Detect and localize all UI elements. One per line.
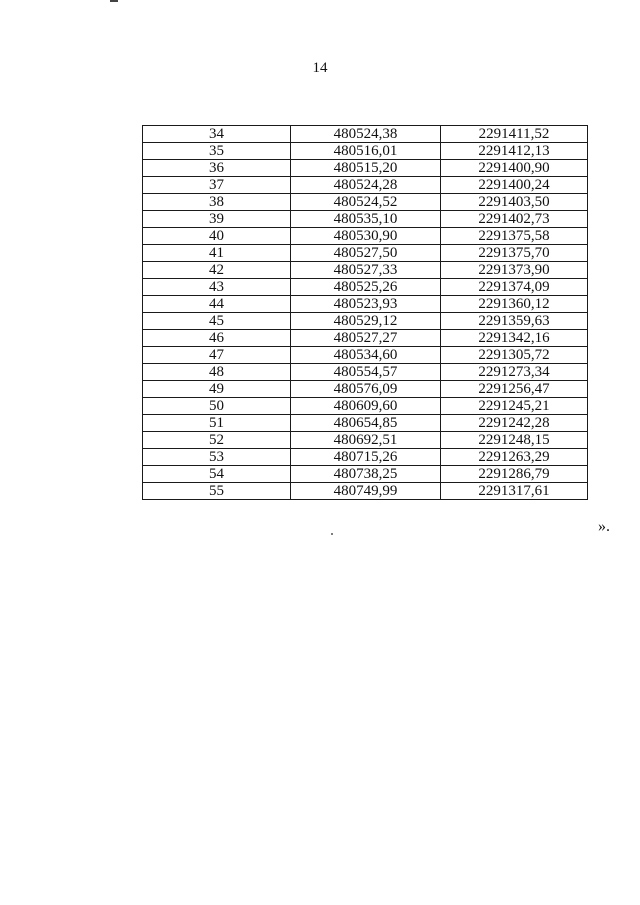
- point-number-cell: 37: [143, 177, 291, 194]
- point-number-cell: 46: [143, 330, 291, 347]
- x-coordinate-cell: 480524,52: [291, 194, 441, 211]
- table-row: [143, 245, 588, 262]
- y-coordinate-cell: 2291242,28: [441, 415, 588, 432]
- table-row: [143, 347, 588, 364]
- y-coordinate-cell: 2291245,21: [441, 398, 588, 415]
- x-coordinate-cell: 480738,25: [291, 466, 441, 483]
- y-coordinate-cell: 2291375,70: [441, 245, 588, 262]
- point-number-cell: 42: [143, 262, 291, 279]
- closing-quote: ».: [598, 518, 610, 535]
- y-coordinate-cell: 2291248,15: [441, 432, 588, 449]
- y-coordinate-cell: 2291375,58: [441, 228, 588, 245]
- point-number-cell: 39: [143, 211, 291, 228]
- x-coordinate-cell: 480516,01: [291, 143, 441, 160]
- table-row: [143, 381, 588, 398]
- point-number-cell: 38: [143, 194, 291, 211]
- y-coordinate-cell: 2291373,90: [441, 262, 588, 279]
- coordinates-table-body: [143, 126, 588, 500]
- y-coordinate-cell: 2291273,34: [441, 364, 588, 381]
- x-coordinate-cell: 480654,85: [291, 415, 441, 432]
- y-coordinate-cell: 2291400,90: [441, 160, 588, 177]
- table-row: [143, 466, 588, 483]
- point-number-cell: 41: [143, 245, 291, 262]
- table-row: [143, 432, 588, 449]
- table-row: [143, 160, 588, 177]
- point-number-cell: 36: [143, 160, 291, 177]
- x-coordinate-cell: 480530,90: [291, 228, 441, 245]
- table-row: [143, 279, 588, 296]
- x-coordinate-cell: 480609,60: [291, 398, 441, 415]
- x-coordinate-cell: 480515,20: [291, 160, 441, 177]
- x-coordinate-cell: 480529,12: [291, 313, 441, 330]
- table-row: [143, 228, 588, 245]
- table-row: [143, 313, 588, 330]
- point-number-cell: 55: [143, 483, 291, 500]
- table-row: [143, 330, 588, 347]
- x-coordinate-cell: 480576,09: [291, 381, 441, 398]
- table-row: [143, 415, 588, 432]
- y-coordinate-cell: 2291317,61: [441, 483, 588, 500]
- point-number-cell: 47: [143, 347, 291, 364]
- table-row: [143, 143, 588, 160]
- x-coordinate-cell: 480524,28: [291, 177, 441, 194]
- table-row: [143, 126, 588, 143]
- x-coordinate-cell: 480715,26: [291, 449, 441, 466]
- x-coordinate-cell: 480527,27: [291, 330, 441, 347]
- y-coordinate-cell: 2291359,63: [441, 313, 588, 330]
- y-coordinate-cell: 2291411,52: [441, 126, 588, 143]
- table-row: [143, 364, 588, 381]
- table-row: [143, 296, 588, 313]
- point-number-cell: 48: [143, 364, 291, 381]
- scan-mark: [110, 0, 118, 2]
- y-coordinate-cell: 2291286,79: [441, 466, 588, 483]
- point-number-cell: 54: [143, 466, 291, 483]
- table-row: [143, 177, 588, 194]
- y-coordinate-cell: 2291263,29: [441, 449, 588, 466]
- point-number-cell: 45: [143, 313, 291, 330]
- point-number-cell: 49: [143, 381, 291, 398]
- y-coordinate-cell: 2291360,12: [441, 296, 588, 313]
- y-coordinate-cell: 2291412,13: [441, 143, 588, 160]
- x-coordinate-cell: 480692,51: [291, 432, 441, 449]
- point-number-cell: 35: [143, 143, 291, 160]
- y-coordinate-cell: 2291305,72: [441, 347, 588, 364]
- point-number-cell: 53: [143, 449, 291, 466]
- coordinates-table: [142, 125, 588, 500]
- scan-speck: [331, 533, 333, 535]
- y-coordinate-cell: 2291402,73: [441, 211, 588, 228]
- x-coordinate-cell: 480524,38: [291, 126, 441, 143]
- x-coordinate-cell: 480749,99: [291, 483, 441, 500]
- x-coordinate-cell: 480527,33: [291, 262, 441, 279]
- table-row: [143, 449, 588, 466]
- point-number-cell: 40: [143, 228, 291, 245]
- point-number-cell: 43: [143, 279, 291, 296]
- point-number-cell: 44: [143, 296, 291, 313]
- point-number-cell: 51: [143, 415, 291, 432]
- point-number-cell: 50: [143, 398, 291, 415]
- y-coordinate-cell: 2291256,47: [441, 381, 588, 398]
- table-row: [143, 483, 588, 500]
- point-number-cell: 52: [143, 432, 291, 449]
- x-coordinate-cell: 480525,26: [291, 279, 441, 296]
- x-coordinate-cell: 480535,10: [291, 211, 441, 228]
- table-row: [143, 194, 588, 211]
- x-coordinate-cell: 480554,57: [291, 364, 441, 381]
- point-number-cell: 34: [143, 126, 291, 143]
- table-row: [143, 398, 588, 415]
- y-coordinate-cell: 2291374,09: [441, 279, 588, 296]
- x-coordinate-cell: 480527,50: [291, 245, 441, 262]
- x-coordinate-cell: 480523,93: [291, 296, 441, 313]
- y-coordinate-cell: 2291403,50: [441, 194, 588, 211]
- x-coordinate-cell: 480534,60: [291, 347, 441, 364]
- y-coordinate-cell: 2291342,16: [441, 330, 588, 347]
- page-number: 14: [312, 60, 328, 76]
- table-row: [143, 262, 588, 279]
- y-coordinate-cell: 2291400,24: [441, 177, 588, 194]
- table-row: [143, 211, 588, 228]
